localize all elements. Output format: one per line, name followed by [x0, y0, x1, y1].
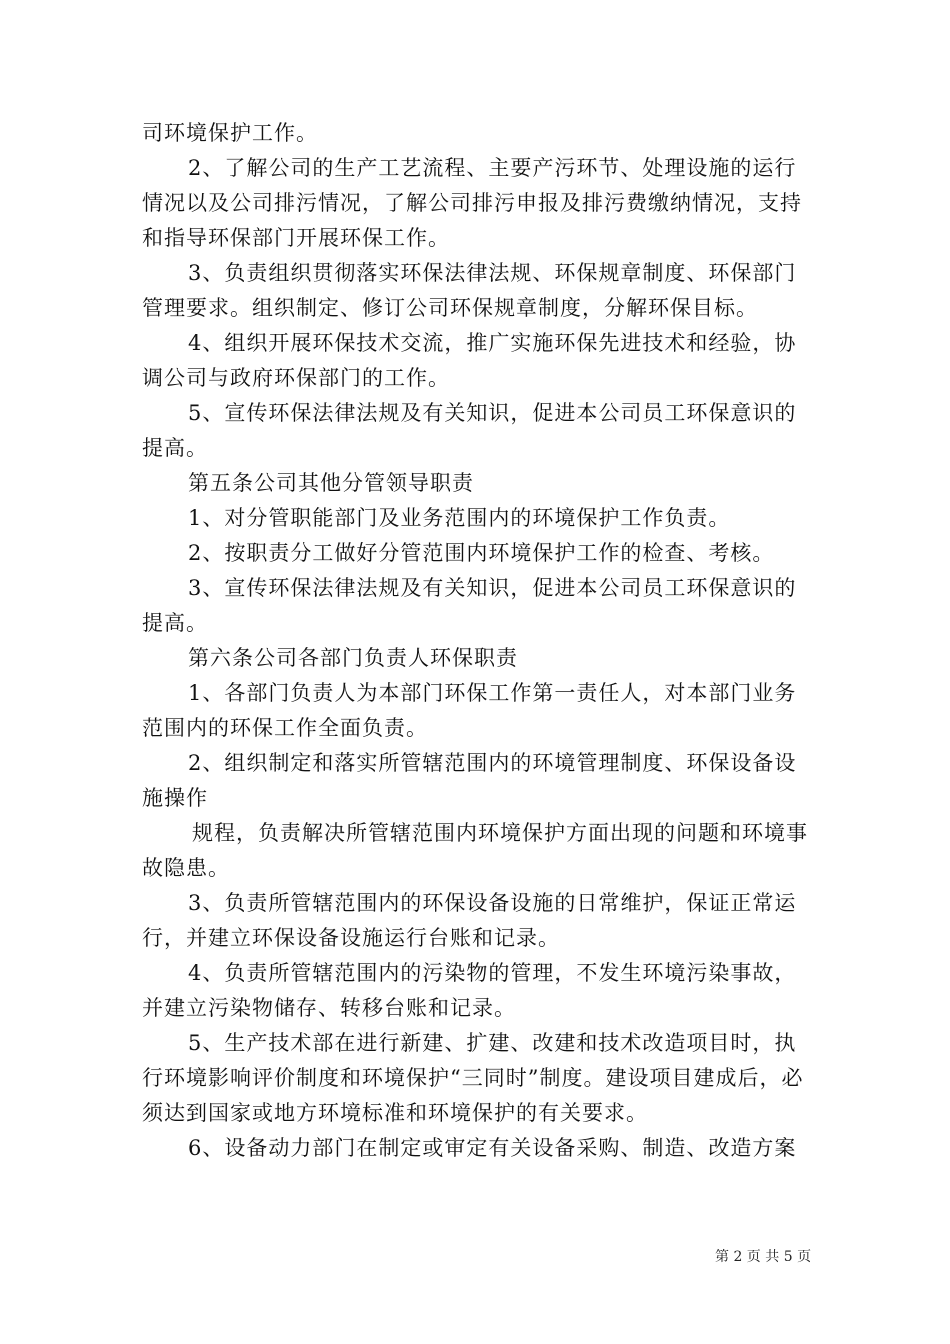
paragraph-8: 3、宣传环保法律法规及有关知识，促进本公司员工环保意识的提高。 — [142, 576, 797, 635]
paragraph-3: 4、组织开展环保技术交流，推广实施环保先进技术和经验，协调公司与政府环保部门的工作。 — [142, 331, 797, 390]
section-heading-article-5: 第五条公司其他分管领导职责 — [188, 471, 474, 495]
paragraph-7: 2、按职责分工做好分管范围内环境保护工作的检查、考核。 — [188, 541, 775, 565]
document-body — [142, 116, 810, 1166]
paragraph-15: 5、生产技术部在进行新建、扩建、改建和技术改造项目时，执行环境影响评价制度和环境保护“三同时”制度。建设项目建成后，必须达到国家或地方环境标准和环境保护的有关要求。 — [142, 1031, 804, 1125]
paragraph-10: 1、各部门负责人为本部门环保工作第一责任人，对本部门业务范围内的环保工作全面负责。 — [142, 681, 797, 740]
paragraph-12: 规程，负责解决所管辖范围内环境保护方面出现的问题和环境事故隐患。 — [142, 821, 808, 880]
paragraph-1: 2、了解公司的生产工艺流程、主要产污环节、处理设施的运行情况以及公司排污情况，了解公司排污申报及排污费缴纳情况，支持和指导环保部门开展环保工作。 — [142, 156, 802, 250]
paragraph-13: 3、负责所管辖范围内的环保设备设施的日常维护，保证正常运行，并建立环保设备设施运行台账和记录。 — [142, 891, 797, 950]
paragraph-6: 1、对分管职能部门及业务范围内的环境保护工作负责。 — [188, 506, 731, 530]
paragraph-2: 3、负责组织贯彻落实环保法律法规、环保规章制度、环保部门管理要求。组织制定、修订公司环保规章制度，分解环保目标。 — [142, 261, 797, 320]
paragraph-4: 5、宣传环保法律法规及有关知识，促进本公司员工环保意识的提高。 — [142, 401, 797, 460]
paragraph-11: 2、组织制定和落实所管辖范围内的环境管理制度、环保设备设施操作 — [142, 751, 797, 810]
paragraph-14: 4、负责所管辖范围内的污染物的管理，不发生环境污染事故，并建立污染物储存、转移台账和记录。 — [142, 961, 797, 1020]
page-number-footer: 第 2 页 共 5 页 — [715, 1249, 812, 1265]
paragraph-0: 司环境保护工作。 — [142, 121, 318, 145]
paragraph-16: 6、设备动力部门在制定或审定有关设备采购、制造、改造方案 — [188, 1136, 797, 1160]
section-heading-article-6: 第六条公司各部门负责人环保职责 — [188, 646, 518, 670]
